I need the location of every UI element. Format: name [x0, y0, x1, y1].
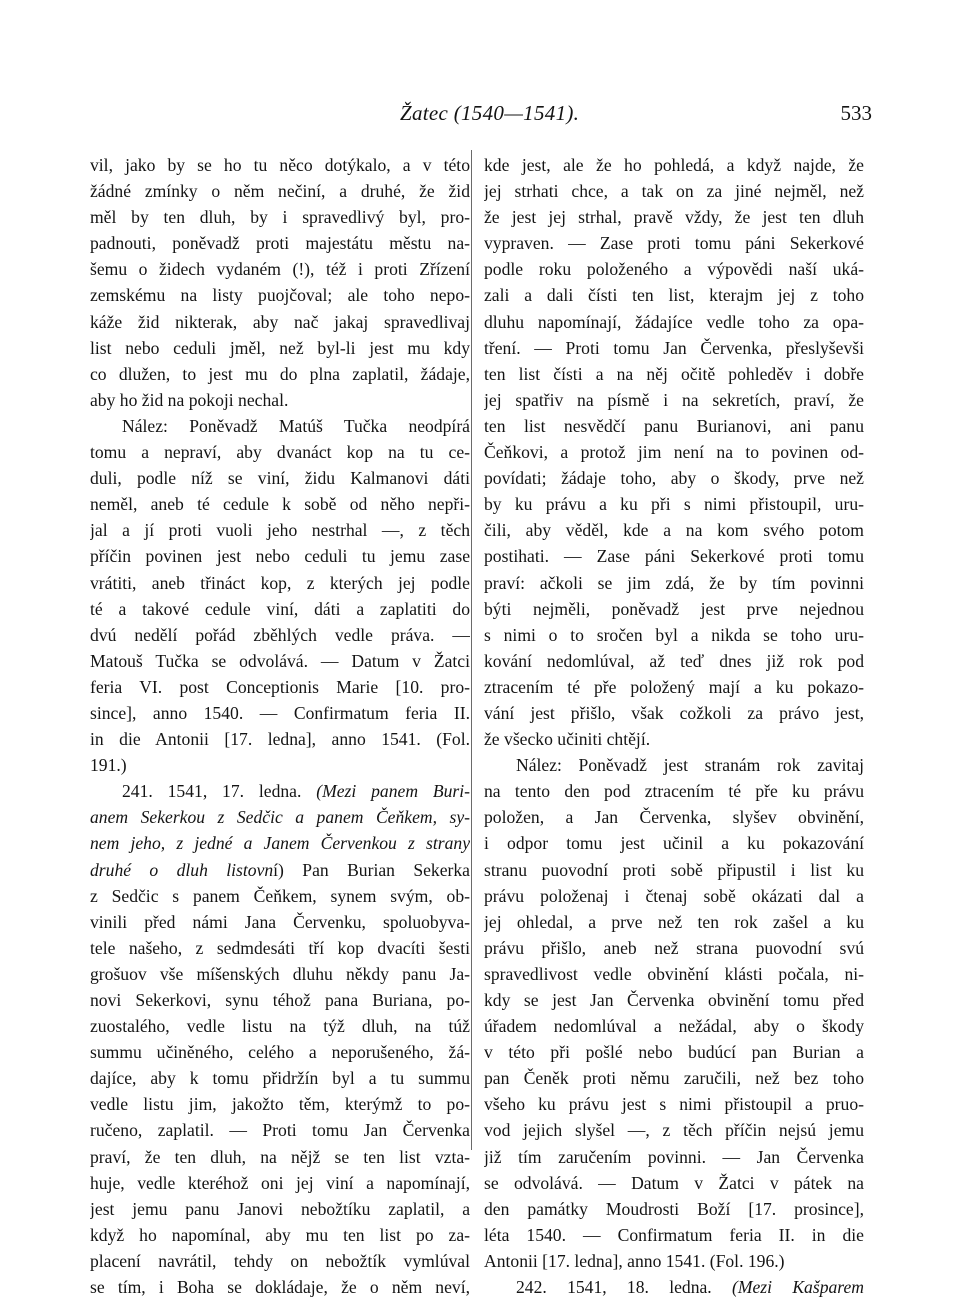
text-line: káže žid nikterak, aby nač jakaj spravedlivaj [90, 311, 470, 332]
text-line: den památky Moudrosti Boží [17. prosince], [484, 1198, 864, 1219]
text-line: jej spatřiv na písmě i na sekretích, praví, že [484, 389, 864, 410]
text-line: praví: ačkoli se jim zdá, že by tím povinni [484, 572, 864, 593]
text-line: právu přišlo, aneb než strana puovodní svú [484, 937, 864, 958]
text-run: druhé o dluh listovn [90, 859, 274, 880]
text-line: Čeňkovi, a protož jim není na to povinen od- [484, 442, 864, 463]
text-line: pan Čeněk proti němu zaručili, než bez toho [484, 1068, 864, 1089]
text-line: Nález: Poněvadž jest stranám rok zavitaj [516, 755, 864, 776]
text-line: praví, že ten dluh, na nějž se ten list vzta- [90, 1146, 470, 1167]
text-line: všeho ku právu jest s nimi přistoupil a pruo- [484, 1094, 864, 1115]
text-line: vypraven. — Zase proti tomu páni Sekerkové [484, 233, 864, 254]
text-line: nem jeho, z jedné a Janem Červenkou z strany [90, 833, 470, 854]
text-line: stranu puovodní proti sobě připustil i list ku [484, 859, 864, 880]
right-text-column [484, 152, 864, 1300]
text-line: že všecko učiniti chtějí. [484, 729, 651, 750]
text-line: jal a jí proti vuoli jeho nestrhal —, z těch [90, 520, 470, 541]
text-line: měl by ten dluh, by i spravedlivý byl, pro- [90, 207, 470, 228]
text-line: dluhu napomínají, žádajíce vedle toho za opa- [484, 311, 864, 332]
text-line: placení navrátil, tehdy on nebožtík vymlúval [90, 1250, 470, 1271]
text-line: že jest jej strhal, pravě vždy, že jest ten dluh [484, 207, 864, 228]
text-line: když ho napomínal, aby mu ten list po za- [90, 1224, 470, 1245]
text-line: jest jemu panu Janovi nebožtíku zaplatil, a [90, 1198, 470, 1219]
text-line: v této při pošlé nebo budúcí pan Burian a [484, 1042, 864, 1063]
text-line: spravedlivost vedle obvinění klásti počala, ni- [484, 963, 864, 984]
text-line: léta 1540. — Confirmatum feria II. in die [484, 1224, 864, 1245]
text-line: na tento den pod ztracením té pře ku právu [484, 781, 864, 802]
text-line: povídati; žádaje toho, aby o škody, prve než [484, 468, 864, 489]
text-line: dvú nedělí pořád zběhlých vedle práva. — [90, 624, 470, 645]
text-run: (Mezi panem Buri- [316, 781, 470, 802]
text-line: in die Antonii [17. ledna], anno 1541. (Fol. [90, 729, 470, 750]
text-line: anem Sekerkou z Sedčic a panem Čeňkem, sy- [90, 807, 470, 828]
text-line: šemu o židech vydaném (!), též i proti Zřízení [90, 259, 470, 280]
text-line: té a takové cedule viní, dáti a zaplatiti do [90, 598, 470, 619]
text-line: aby ho žid na pokoji nechal. [90, 389, 289, 410]
text-line: podle roku položeného a výpovědi naší uká- [484, 259, 864, 280]
text-line: vrátiti, aneb třináct kop, z kterých jej podle [90, 572, 470, 593]
page-number: 533 [840, 101, 872, 125]
text-line: tření. — Proti tomu Jan Červenka, přeslyševši [484, 337, 864, 358]
text-line: vání jest přišlo, však cožkoli za právo jest, [484, 702, 864, 723]
running-title: Žatec (1540—1541). [400, 101, 580, 125]
text-run: 242. 1541, 18. ledna. [516, 1277, 732, 1298]
text-line: huje, vedle kteréhož oni jej viní a napomínají, [90, 1172, 470, 1193]
text-line: summu učiněného, celého a neporušeného, žá- [90, 1042, 470, 1063]
text-line: se odvolává. — Datum v Žatci v pátek na [484, 1172, 864, 1193]
text-line: novi Sekerkovi, synu téhož pana Buriana, po- [90, 990, 470, 1010]
text-run: í) Pan Burian Sekerka [273, 859, 470, 880]
text-line: ten list čísti a na něj očitě pohleděv i dobře [484, 363, 864, 384]
text-line: právu položenaj i čtenaj sobě okázati dal a [484, 885, 864, 906]
text-line: zemskému na listy puojčoval; ale toho nepo- [90, 285, 470, 306]
text-line [90, 778, 470, 804]
text-line: since], anno 1540. — Confirmatum feria II. [90, 702, 470, 723]
text-line: postihati. — Zase páni Sekerkové proti tomu [484, 546, 864, 567]
text-line: ten list nesvědčí panu Burianovi, ani panu [484, 415, 864, 436]
text-line: jej ohledal, a prve než ten rok zašel a ku [484, 911, 864, 932]
text-line: ztracením té pře položený mají a ku pokazo- [484, 676, 864, 697]
text-line: úřadem nedomlúval a nežádal, aby o škody [484, 1016, 864, 1037]
text-line: Antonii [17. ledna], anno 1541. (Fol. 196.) [484, 1250, 785, 1271]
text-line: by ku právu a ku při s nimi přistoupil, uru- [484, 494, 864, 515]
text-line: se tím, i Boha se dokládaje, že o něm neví, [90, 1277, 470, 1298]
text-line: vod jejich slyšel —, z těch příčin nejsú jemu [484, 1120, 864, 1141]
text-run: 241. 1541, 17. ledna. [122, 781, 317, 802]
text-line: padnouti, poněvadž proti majestátu městu na- [90, 233, 470, 254]
text-line: již tím zaručením povinni. — Jan Červenka [484, 1146, 864, 1167]
text-line: dajíce, aby k tomu přidržín byl a tu summu [90, 1068, 470, 1089]
text-line: s nimi o to sročen byl a nikda se toho uru- [484, 624, 864, 645]
text-line: 191.) [90, 755, 127, 776]
text-line: zali a dali čísti ten list, kterajm jej z toho [484, 285, 864, 306]
text-line: tomu a nepraví, aby dvanáct kop na tu ce- [90, 442, 470, 463]
text-line: co dlužen, to jest mu do plna zaplatil, žádaje, [90, 363, 470, 384]
text-line: kdy se jest Jan Červenka obvinění tomu před [484, 990, 864, 1010]
text-line: vil, jako by se ho tu něco dotýkalo, a v této [90, 155, 470, 175]
left-text-column [90, 152, 470, 1300]
text-line: grošuov vše míšenských dluhu někdy panu Ja- [90, 963, 470, 984]
text-line: čili, aby věděl, kde a na kom svého potom [484, 520, 864, 541]
text-line: příčin povinen jest nebo ceduli tu jemu zase [90, 546, 470, 567]
text-line: feria VI. post Conceptionis Marie [10. pro- [90, 676, 470, 697]
text-line: vinili před námi Jana Červenku, spoluobyva- [90, 911, 470, 932]
text-line: zuostalého, vedle listu na týž dluh, na túž [90, 1016, 470, 1037]
text-line: neměl, aneb té cedule k sobě od něho nepři- [90, 494, 470, 515]
text-line: Matouš Tučka se odvolává. — Datum v Žatci [90, 650, 470, 671]
text-run: (Mezi Kašparem [731, 1277, 864, 1298]
text-line: položen, a Jan Červenka, slyšev obvinění, [484, 807, 864, 828]
text-line: list nebo ceduli jměl, než byl-li jest mu kdy [90, 337, 470, 358]
text-line: býti nejměli, poněvadž jest prve nejednou [484, 598, 864, 619]
text-line: ručeno, zaplatil. — Proti tomu Jan Červenka [90, 1120, 470, 1141]
text-line: vedle listu jim, jakožto těm, kterýmž to po- [90, 1094, 470, 1115]
text-line: jej strhati chce, a tak on za jiné nejměl, než [484, 181, 864, 202]
text-line [90, 857, 470, 883]
text-line: z Sedčic s panem Čeňkem, synem svým, ob- [90, 885, 470, 906]
text-line: kování nedomlúval, až teď dnes již rok pod [484, 650, 864, 671]
column-divider [471, 150, 472, 1150]
text-line: duli, podle níž se viní, židu Kalmanovi dáti [90, 468, 470, 489]
text-line: tele našeho, z sedmdesáti tří kop dvacíti šesti [90, 937, 470, 958]
text-line: i odpor tomu jest učinil a ku pokazování [484, 833, 864, 854]
running-head [90, 101, 874, 131]
text-line: žádné zmínky o něm nečiní, a druhé, že žid [90, 181, 470, 202]
text-line: kde jest, ale že ho pohledá, a když najde, že [484, 155, 864, 175]
text-line: Nález: Poněvadž Matúš Tučka neodpírá [122, 415, 470, 436]
text-line [484, 1274, 864, 1300]
